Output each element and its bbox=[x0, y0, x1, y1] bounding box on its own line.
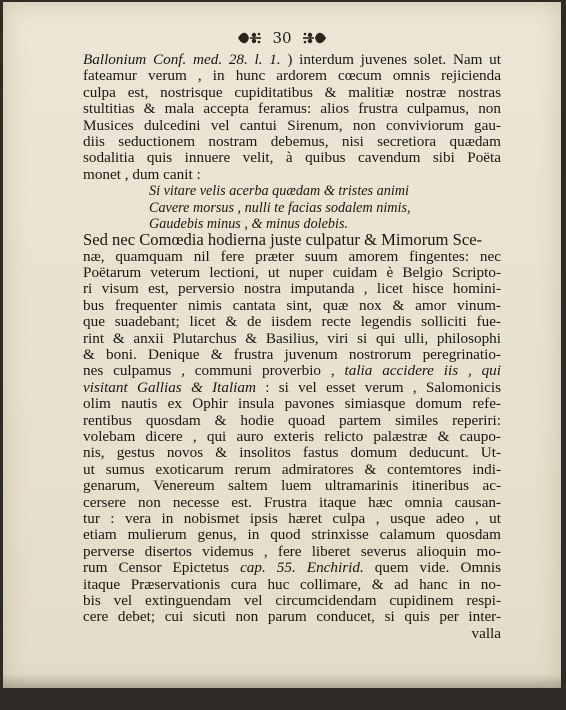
text-line bbox=[83, 298, 501, 314]
roman-segment: nes culpamus , communi proverbio , bbox=[83, 362, 345, 380]
text-line bbox=[83, 281, 501, 297]
roman-segment: ut sumus exoticarum rerum admiratores & contemtores indi- bbox=[83, 460, 501, 478]
roman-segment: perverse disertos videmus , fere liberet severus alioquin mo- bbox=[83, 542, 501, 560]
roman-segment: etiam mulierum genus, in quod strinxisse calamum quosdam bbox=[83, 526, 501, 544]
roman-segment: rum Censor Epictetus bbox=[83, 559, 241, 577]
text-line bbox=[83, 445, 501, 461]
text-line bbox=[83, 314, 501, 330]
italic-segment: Si vitare velis acerba quædam & tristes animi bbox=[149, 183, 409, 200]
book-page bbox=[3, 2, 561, 688]
text-line bbox=[83, 101, 501, 117]
text-line bbox=[83, 462, 501, 478]
verse-line bbox=[83, 200, 501, 216]
text-line bbox=[83, 167, 501, 183]
text-line bbox=[83, 478, 501, 494]
text-line bbox=[83, 118, 501, 134]
text-line bbox=[83, 347, 501, 363]
italic-segment: Ballonium Conf. med. 28. l. 1. bbox=[83, 51, 281, 68]
roman-segment: ri visum est, perversio nostra imputanda , licet hisce homini- bbox=[83, 280, 501, 298]
text-line bbox=[83, 331, 501, 347]
text-line bbox=[83, 413, 501, 429]
roman-segment: næ, quamquam nil fere præter suum amorem fingentes: nec bbox=[83, 247, 501, 265]
roman-segment: : si vel esset verum , Salomonicis bbox=[255, 378, 501, 396]
italic-segment: Cavere morsus , nulli te facias sodalem nimis, bbox=[149, 199, 411, 216]
text-line bbox=[83, 577, 501, 593]
roman-segment: fateamur verum , in hunc ardorem cœcum omnis rejicienda bbox=[83, 67, 501, 85]
roman-segment: monet , dum canit : bbox=[83, 165, 201, 183]
text-line bbox=[83, 363, 501, 379]
roman-segment: & boni. Denique & frustra juvenum nostrorum peregrinatio- bbox=[83, 346, 501, 364]
text-line bbox=[83, 593, 501, 609]
roman-segment: itaque Præservationis cura huc collimare, & ad hanc in no- bbox=[83, 575, 501, 593]
roman-segment: cersere non necesse est. Frustra itaque hæc omnia causan- bbox=[83, 493, 501, 511]
roman-segment: culpa est, nostrisque cupiditatibus & malitiæ nostræ nostras bbox=[83, 83, 501, 101]
roman-segment: bus frequenter nimis cantata sint, quæ nox & amor vinum- bbox=[83, 296, 501, 314]
text-line bbox=[83, 150, 501, 166]
roman-segment: Musices dulcedini vel cantui Sirenum, non conviviorum gau- bbox=[83, 116, 501, 134]
italic-segment: cap. 55. Enchirid. bbox=[240, 559, 364, 577]
roman-segment: cere debet; cui sicuti non parum conducet, si quis per inter- bbox=[83, 608, 501, 626]
text-line bbox=[83, 85, 501, 101]
roman-segment: diis seductionem nostram debemus, nisi secretiora quædam bbox=[83, 132, 501, 150]
italic-segment: Gaudebis minus , & minus dolebis. bbox=[149, 215, 349, 232]
roman-segment: que suadebant; licet & de iisdem recte legendis solliciti fue- bbox=[83, 313, 501, 331]
text-line bbox=[83, 544, 501, 560]
roman-segment: Poëtarum veterum lectioni, ut nuper cuidam è Belgio Scripto- bbox=[83, 264, 501, 282]
roman-segment: sodalitia quis innuere velit, à quibus cavendum sibi Poëta bbox=[83, 149, 501, 167]
roman-segment: Sed nec Comœdia hodierna juste culpatur & Mimorum Sce- bbox=[83, 230, 483, 250]
text-line bbox=[83, 52, 501, 68]
italic-segment: visitant Gallias & Italiam bbox=[83, 378, 256, 396]
body-text bbox=[83, 52, 501, 642]
text-line bbox=[83, 511, 501, 527]
roman-segment: rint & anxii Plutarchus & Basilius, viri si qui ulli, philosophi bbox=[83, 329, 501, 347]
text-line bbox=[83, 527, 501, 543]
text-line bbox=[83, 134, 501, 150]
roman-segment: olim nautis ex Ophir insula pavones simiasque domum refe- bbox=[83, 395, 501, 413]
italic-segment: talia accidere iis , qui bbox=[344, 362, 501, 380]
roman-segment: nis, gestus novos & insolitos fastus domum deducunt. Ut- bbox=[83, 444, 501, 462]
text-line bbox=[83, 429, 501, 445]
roman-segment: stultitias & mala accepta feramus: alios frustra culpamus, non bbox=[83, 100, 501, 118]
left-fleuron-icon bbox=[236, 30, 262, 46]
text-line bbox=[83, 626, 501, 642]
text-line bbox=[83, 249, 501, 265]
page-header bbox=[3, 28, 561, 50]
verse-line bbox=[83, 183, 501, 199]
roman-segment: quem vide. Omnis bbox=[363, 559, 501, 577]
text-line bbox=[83, 560, 501, 576]
text-line bbox=[83, 609, 501, 625]
roman-segment: ) interdum juvenes solet. Nam ut bbox=[280, 51, 501, 68]
text-line bbox=[83, 396, 501, 412]
text-line bbox=[83, 232, 501, 248]
page-number: 30 bbox=[272, 29, 292, 47]
right-fleuron-icon bbox=[302, 30, 328, 46]
text-line bbox=[83, 495, 501, 511]
roman-segment: tur : vera in nobismet ipsis hæret culpa , usque adeo , ut bbox=[83, 509, 501, 527]
roman-segment: rentibus quosdam & hodie quoad partem similes reperiri: bbox=[83, 411, 501, 429]
roman-segment: bis vel extinguendam vel circumcidendam cupidinem respi- bbox=[83, 591, 501, 609]
roman-segment: volebam dicere , qui auro exteris relicto palæstræ & caupo- bbox=[83, 427, 501, 445]
text-line bbox=[83, 380, 501, 396]
roman-segment: genarum, Venereum saltem luem ultramarinis itineribus ac- bbox=[83, 477, 501, 495]
roman-segment: valla bbox=[471, 624, 501, 642]
text-line bbox=[83, 265, 501, 281]
text-line bbox=[83, 68, 501, 84]
